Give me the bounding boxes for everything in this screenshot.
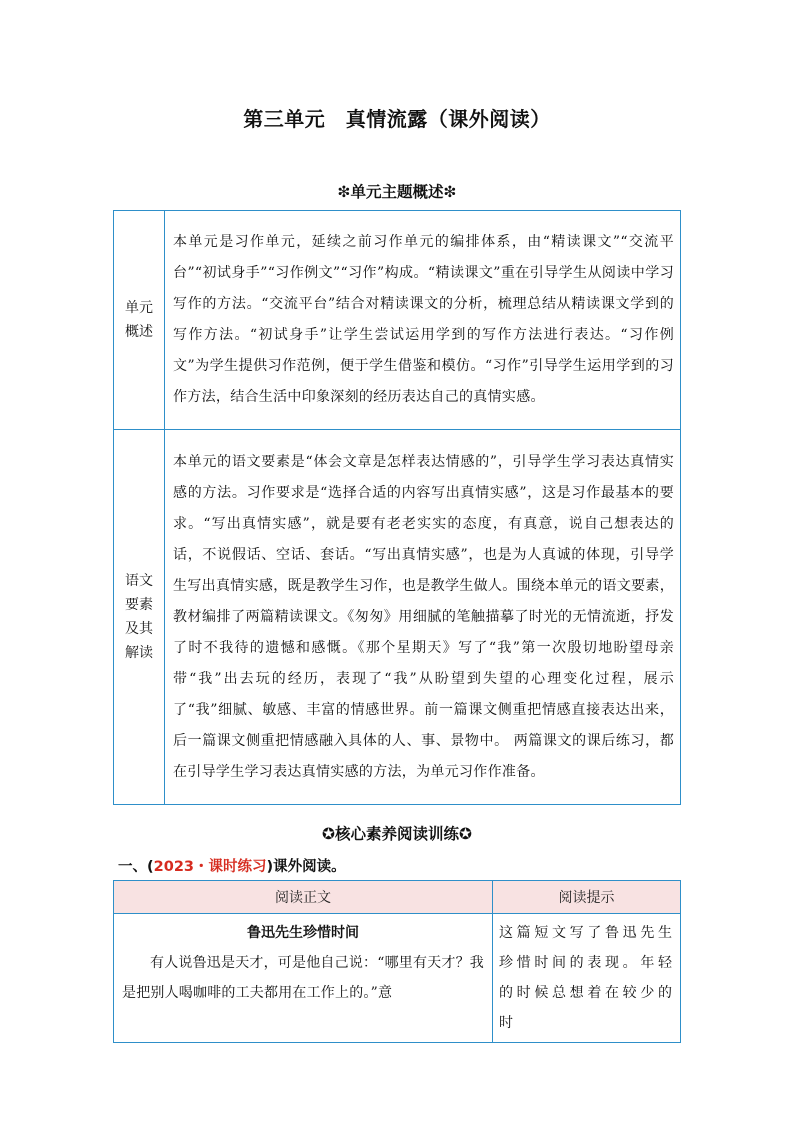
- exercise-suffix: )课外阅读。: [266, 859, 346, 875]
- overview-row-summary: [114, 211, 681, 430]
- article-title: 鲁迅先生珍惜时间: [247, 925, 359, 941]
- overview-row-elements: [114, 430, 681, 805]
- header-article: 阅读正文: [114, 881, 493, 914]
- row-label: [114, 430, 165, 805]
- hint-text: 这篇短文写了鲁迅先生珍惜时间的表现。年轻的时候总想着在较少的时: [493, 914, 681, 1043]
- reading-table: [113, 880, 681, 1043]
- training-heading: ✪核心素养阅读训练✪: [322, 825, 472, 843]
- article-text: 有人说鲁迅是天才，可是他自己说：“哪里有天才？我是把别人喝咖啡的工夫都用在工作上的。”意: [122, 955, 484, 1001]
- article-cell: [114, 914, 493, 1043]
- page-title: 第三单元 真情流露（课外阅读）: [243, 107, 551, 131]
- exercise-prefix: 一、(: [118, 859, 154, 875]
- unit-overview-table: [113, 210, 681, 805]
- row-label-line: 语文: [125, 573, 153, 589]
- row-label-line: 解读: [125, 645, 153, 661]
- row-label-line: 要素: [125, 597, 153, 613]
- row-label-line: 概述: [125, 324, 153, 340]
- exercise-source: 2023・课时练习: [153, 859, 267, 875]
- exercise-instruction: [118, 855, 346, 876]
- reading-body-row: [114, 914, 681, 1043]
- row-label: [114, 211, 165, 430]
- theme-heading: ❇单元主题概述❇: [337, 183, 457, 201]
- row-text: 本单元是习作单元，延续之前习作单元的编排体系，由“精读课文”“交流平台”“初试身手”“习作例文”“习作”构成。“精读课文”重在引导学生从阅读中学习写作的方法。“交流平台”结合对精读课文的分析，梳理总结从精读课文学到的写作方法。“初试身手”让学生尝试运用学到的写作方法进行表达。“习作例文”为学生提供习作范例，便于学生借鉴和模仿。“习作”引导学生运用学到的习作方法，结合生活中印象深刻的经历表达自己的真情实感。: [165, 211, 681, 430]
- row-text: 本单元的语文要素是“体会文章是怎样表达情感的”，引导学生学习表达真情实感的方法。习作要求是“选择合适的内容写出真情实感”，这是习作最基本的要求。“写出真情实感”，就是要有老老实实的态度，有真意，说自己想表达的话，不说假话、空话、套话。“写出真情实感”，也是为人真诚的体现，引导学生写出真情实感，既是教学生习作，也是教学生做人。围绕本单元的语文要素，教材编排了两篇精读课文。《匆匆》用细腻的笔触描摹了时光的无情流逝，抒发了时不我待的遗憾和感慨。《那个星期天》写了“我”第一次殷切地盼望母亲带“我”出去玩的经历，表现了“我”从盼望到失望的心理变化过程，展示了“我”细腻、敏感、丰富的情感世界。前一篇课文侧重把情感直接表达出来，后一篇课文侧重把情感融入具体的人、事、景物中。 两篇课文的课后练习，都在引导学生学习表达真情实感的方法，为单元习作作准备。: [165, 430, 681, 805]
- header-hint: 阅读提示: [493, 881, 681, 914]
- row-label-line: 及其: [125, 621, 153, 637]
- reading-header-row: [114, 881, 681, 914]
- row-label-line: 单元: [125, 300, 153, 316]
